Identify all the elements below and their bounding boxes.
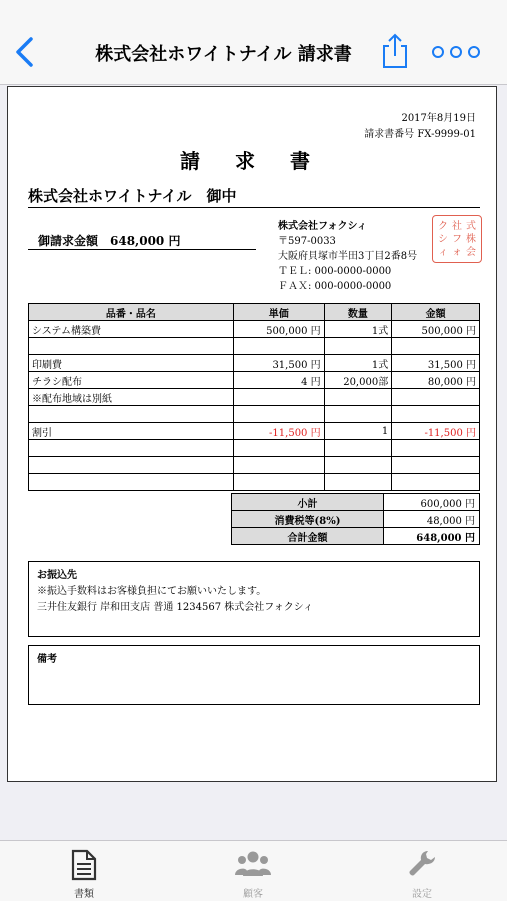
more-dots-icon[interactable] [432, 44, 480, 60]
tab-label: 設定 [412, 889, 432, 900]
unit-price-cell [233, 474, 324, 491]
totals-label: 小計 [232, 494, 384, 511]
table-header-row [29, 304, 480, 321]
seal-char: ィ [438, 246, 448, 258]
column-header-unit-price: 単価 [233, 304, 324, 321]
item-name-cell: システム構築費 [29, 321, 234, 338]
column-header-item: 品番・品名 [29, 304, 234, 321]
item-name-cell: ※配布地域は別紙 [29, 389, 234, 406]
page-title: 株式会社ホワイトナイル 請求書 [95, 44, 352, 65]
totals-row [232, 528, 480, 545]
quantity-cell [324, 406, 392, 423]
unit-price-cell [233, 389, 324, 406]
document-icon [70, 849, 98, 881]
issuer-postal: 〒597-0033 [278, 236, 336, 247]
unit-price-cell [233, 440, 324, 457]
bank-account: 三井住友銀行 岸和田支店 普通 1234567 株式会社フォクシィ [37, 602, 314, 613]
bank-heading: お振込先 [37, 570, 77, 581]
remarks-box [28, 645, 480, 705]
tab-settings[interactable] [372, 841, 472, 901]
unit-price-cell: 4 円 [233, 372, 324, 389]
invoice-number: 請求書番号 FX-9999-01 [364, 129, 476, 140]
bank-transfer-box [28, 561, 480, 637]
amount-cell [392, 389, 480, 406]
table-row [29, 440, 480, 457]
unit-price-cell [233, 338, 324, 355]
totals-value: 48,000 円 [384, 511, 480, 528]
column-header-amount: 金額 [392, 304, 480, 321]
issuer-address: 大阪府貝塚市半田3丁目2番8号 [278, 251, 418, 262]
tab-documents[interactable] [34, 841, 134, 901]
table-row [29, 372, 480, 389]
seal-char: 株 [466, 233, 476, 245]
share-icon[interactable] [380, 32, 410, 70]
totals-row [232, 494, 480, 511]
totals-label: 消費税等(8%) [232, 511, 384, 528]
unit-price-cell: 500,000 円 [233, 321, 324, 338]
amount-cell [392, 474, 480, 491]
amount-cell [392, 406, 480, 423]
totals-table [231, 493, 480, 545]
table-row [29, 355, 480, 372]
item-name-cell: チラシ配布 [29, 372, 234, 389]
amount-cell: 80,000 円 [392, 372, 480, 389]
totals-value: 648,000 円 [384, 528, 480, 545]
tab-customers[interactable] [203, 841, 303, 901]
document-title: 請 求 書 [180, 149, 324, 173]
wrench-icon [408, 849, 438, 879]
issuer-name: 株式会社フォクシィ [278, 221, 367, 232]
seal-char: ォ [452, 246, 462, 258]
company-seal [432, 215, 482, 263]
item-name-cell [29, 457, 234, 474]
item-name-cell [29, 440, 234, 457]
seal-char: 社 [452, 220, 462, 232]
table-row [29, 423, 480, 440]
quantity-cell: 1式 [324, 355, 392, 372]
quantity-cell [324, 440, 392, 457]
customer-name: 株式会社ホワイトナイル 御中 [28, 187, 237, 205]
invoice-date: 2017年8月19日 [401, 113, 476, 124]
seal-char: シ [438, 233, 448, 245]
quantity-cell [324, 338, 392, 355]
amount-cell: 500,000 円 [392, 321, 480, 338]
item-name-cell [29, 338, 234, 355]
item-name-cell: 割引 [29, 423, 234, 440]
amount-underline [28, 249, 256, 250]
amount-cell [392, 457, 480, 474]
quantity-cell [324, 474, 392, 491]
billing-amount: 御請求金額 648,000 円 [38, 234, 181, 248]
totals-value: 600,000 円 [384, 494, 480, 511]
item-name-cell [29, 406, 234, 423]
quantity-cell: 1 [324, 423, 392, 440]
amount-cell: 31,500 円 [392, 355, 480, 372]
remarks-heading: 備考 [37, 654, 57, 665]
line-items-table [28, 303, 480, 491]
tab-bar [0, 840, 507, 901]
bank-note: ※振込手数料はお客様負担にてお願いいたします。 [37, 586, 267, 597]
tab-label: 書類 [74, 889, 94, 900]
amount-cell [392, 338, 480, 355]
table-row [29, 406, 480, 423]
column-header-quantity: 数量 [324, 304, 392, 321]
quantity-cell: 20,000部 [324, 372, 392, 389]
unit-price-cell [233, 406, 324, 423]
people-icon [235, 849, 271, 879]
table-row [29, 474, 480, 491]
seal-char: フ [452, 233, 462, 245]
item-name-cell [29, 474, 234, 491]
item-name-cell: 印刷費 [29, 355, 234, 372]
table-row [29, 457, 480, 474]
table-row [29, 389, 480, 406]
amount-cell: -11,500 円 [392, 423, 480, 440]
issuer-tel: ＴＥＬ: 000-0000-0000 [278, 266, 392, 277]
amount-cell [392, 440, 480, 457]
seal-char: 会 [466, 246, 476, 258]
customer-underline [28, 207, 480, 208]
unit-price-cell: -11,500 円 [233, 423, 324, 440]
quantity-cell: 1式 [324, 321, 392, 338]
tab-label: 顧客 [243, 889, 263, 900]
unit-price-cell [233, 457, 324, 474]
issuer-info [278, 219, 417, 294]
totals-label: 合計金額 [232, 528, 384, 545]
totals-row [232, 511, 480, 528]
table-row [29, 321, 480, 338]
quantity-cell [324, 389, 392, 406]
quantity-cell [324, 457, 392, 474]
invoice-document [7, 86, 497, 782]
table-row [29, 338, 480, 355]
navigation-bar [0, 0, 507, 85]
issuer-fax: ＦＡＸ: 000-0000-0000 [278, 281, 392, 292]
seal-char: ク [438, 220, 448, 232]
seal-char: 式 [466, 220, 476, 232]
unit-price-cell: 31,500 円 [233, 355, 324, 372]
chevron-left-icon[interactable] [12, 36, 38, 68]
